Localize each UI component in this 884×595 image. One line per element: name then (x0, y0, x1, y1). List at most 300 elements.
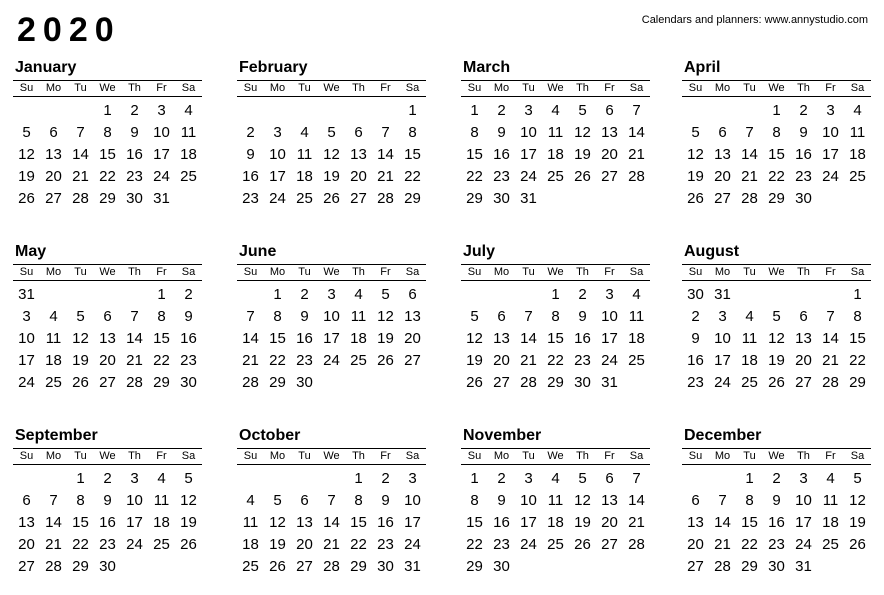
weekday-label: Fr (380, 450, 391, 462)
day-cell: 8 (745, 492, 754, 509)
day-cell: 14 (126, 330, 143, 347)
day-cell: 5 (470, 308, 479, 325)
day-cell: 2 (300, 286, 309, 303)
day-cell: 6 (408, 286, 417, 303)
empty-day-cell (40, 468, 67, 490)
weekday-label: Th (576, 450, 589, 462)
day-cell: 13 (601, 124, 618, 141)
day-cell: 24 (601, 352, 618, 369)
day-cell: 8 (354, 492, 363, 509)
day-grid (237, 284, 426, 394)
day-cell: 10 (520, 492, 537, 509)
day-grid (13, 100, 202, 210)
empty-day-cell (682, 468, 709, 490)
day-cell: 12 (323, 146, 340, 163)
day-cell: 19 (574, 514, 591, 531)
weekday-label: Th (128, 82, 141, 94)
day-cell: 14 (628, 492, 645, 509)
day-cell: 31 (404, 558, 421, 575)
weekday-label: Sa (850, 450, 865, 462)
weekday-label: We (99, 266, 116, 278)
weekday-header (682, 80, 871, 97)
day-cell: 2 (799, 102, 808, 119)
day-cell: 1 (354, 470, 363, 487)
day-cell: 7 (632, 102, 641, 119)
day-cell: 23 (687, 374, 704, 391)
day-grid (461, 468, 650, 578)
day-cell: 21 (741, 168, 758, 185)
weekday-label: Mo (714, 266, 731, 278)
day-cell: 9 (300, 308, 309, 325)
empty-day-cell (569, 188, 596, 210)
day-cell: 4 (354, 286, 363, 303)
day-cell: 3 (327, 286, 336, 303)
day-cell: 1 (772, 102, 781, 119)
month-name: October (239, 427, 301, 444)
day-cell: 22 (99, 168, 116, 185)
day-cell: 19 (18, 168, 35, 185)
weekday-label: Tu (522, 82, 535, 94)
day-cell: 12 (574, 492, 591, 509)
day-cell: 15 (849, 330, 866, 347)
day-cell: 10 (153, 124, 170, 141)
weekday-label: We (323, 82, 340, 94)
day-cell: 4 (184, 102, 193, 119)
day-cell: 27 (18, 558, 35, 575)
day-cell: 10 (126, 492, 143, 509)
day-cell: 1 (745, 470, 754, 487)
day-cell: 28 (323, 558, 340, 575)
day-cell: 7 (246, 308, 255, 325)
month-august (682, 242, 872, 394)
day-cell: 17 (822, 146, 839, 163)
day-cell: 11 (741, 330, 758, 347)
day-cell: 23 (768, 536, 785, 553)
weekday-label: Tu (298, 82, 311, 94)
day-cell: 2 (497, 470, 506, 487)
day-cell: 8 (408, 124, 417, 141)
day-cell: 4 (826, 470, 835, 487)
day-cell: 15 (153, 330, 170, 347)
weekday-header (461, 264, 650, 281)
empty-day-cell (844, 556, 871, 578)
day-cell: 14 (822, 330, 839, 347)
day-cell: 26 (849, 536, 866, 553)
weekday-label: Th (352, 450, 365, 462)
empty-day-cell (623, 372, 650, 394)
weekday-header (237, 448, 426, 465)
day-cell: 6 (49, 124, 58, 141)
day-cell: 6 (718, 124, 727, 141)
day-cell: 16 (242, 168, 259, 185)
day-cell: 3 (605, 286, 614, 303)
day-cell: 22 (466, 536, 483, 553)
empty-day-cell (345, 372, 372, 394)
day-cell: 29 (768, 190, 785, 207)
weekday-label: Sa (181, 266, 196, 278)
day-cell: 18 (242, 536, 259, 553)
empty-day-cell (515, 556, 542, 578)
day-cell: 17 (520, 514, 537, 531)
weekday-label: Sa (629, 266, 644, 278)
weekday-label: Mo (269, 82, 286, 94)
day-cell: 9 (799, 124, 808, 141)
month-name: January (15, 59, 77, 76)
day-cell: 23 (795, 168, 812, 185)
day-cell: 19 (574, 146, 591, 163)
day-cell: 29 (466, 190, 483, 207)
empty-day-cell (121, 284, 148, 306)
day-grid (682, 468, 871, 578)
day-cell: 11 (822, 492, 839, 509)
day-cell: 29 (849, 374, 866, 391)
day-cell: 29 (153, 374, 170, 391)
day-cell: 25 (547, 536, 564, 553)
day-cell: 28 (72, 190, 89, 207)
day-cell: 8 (551, 308, 560, 325)
day-cell: 20 (350, 168, 367, 185)
weekday-label: Tu (298, 450, 311, 462)
day-cell: 29 (99, 190, 116, 207)
weekday-label: Mo (45, 266, 62, 278)
day-cell: 1 (273, 286, 282, 303)
day-cell: 1 (408, 102, 417, 119)
day-cell: 30 (795, 190, 812, 207)
day-cell: 14 (242, 330, 259, 347)
day-cell: 24 (822, 168, 839, 185)
day-cell: 27 (714, 190, 731, 207)
day-cell: 15 (99, 146, 116, 163)
day-cell: 26 (768, 374, 785, 391)
weekday-label: Th (128, 266, 141, 278)
day-cell: 2 (246, 124, 255, 141)
day-cell: 3 (524, 102, 533, 119)
day-cell: 26 (377, 352, 394, 369)
weekday-label: Tu (74, 266, 87, 278)
day-cell: 18 (628, 330, 645, 347)
day-cell: 13 (350, 146, 367, 163)
day-cell: 12 (687, 146, 704, 163)
day-cell: 23 (99, 536, 116, 553)
day-cell: 5 (184, 470, 193, 487)
year-title: 2020 (17, 11, 121, 49)
weekday-label: Tu (74, 450, 87, 462)
empty-day-cell (623, 188, 650, 210)
empty-day-cell (318, 100, 345, 122)
day-cell: 26 (269, 558, 286, 575)
day-grid (682, 284, 871, 394)
weekday-label: Th (797, 266, 810, 278)
weekday-label: Sa (850, 266, 865, 278)
day-cell: 11 (350, 308, 367, 325)
day-cell: 2 (130, 102, 139, 119)
day-cell: 18 (296, 168, 313, 185)
day-cell: 28 (714, 558, 731, 575)
day-cell: 12 (849, 492, 866, 509)
weekday-label: Th (352, 266, 365, 278)
weekday-label: Mo (493, 266, 510, 278)
day-cell: 11 (296, 146, 313, 163)
empty-day-cell (318, 372, 345, 394)
day-cell: 27 (296, 558, 313, 575)
day-cell: 14 (72, 146, 89, 163)
day-cell: 4 (853, 102, 862, 119)
day-cell: 16 (180, 330, 197, 347)
weekday-label: Fr (604, 82, 615, 94)
day-cell: 17 (601, 330, 618, 347)
empty-day-cell (264, 100, 291, 122)
month-name: March (463, 59, 511, 76)
day-cell: 22 (849, 352, 866, 369)
day-cell: 16 (687, 352, 704, 369)
day-cell: 28 (45, 558, 62, 575)
month-september (13, 426, 203, 578)
day-cell: 19 (323, 168, 340, 185)
day-cell: 21 (628, 514, 645, 531)
empty-day-cell (844, 188, 871, 210)
weekday-label: Fr (156, 450, 167, 462)
day-cell: 11 (547, 492, 564, 509)
day-cell: 19 (180, 514, 197, 531)
day-cell: 7 (130, 308, 139, 325)
day-cell: 16 (99, 514, 116, 531)
day-cell: 9 (246, 146, 255, 163)
weekday-label: We (99, 450, 116, 462)
empty-day-cell (148, 556, 175, 578)
day-cell: 22 (547, 352, 564, 369)
day-cell: 22 (466, 168, 483, 185)
day-cell: 23 (377, 536, 394, 553)
day-cell: 23 (126, 168, 143, 185)
day-cell: 13 (99, 330, 116, 347)
weekday-label: Mo (269, 266, 286, 278)
day-cell: 10 (714, 330, 731, 347)
day-cell: 12 (768, 330, 785, 347)
day-cell: 1 (551, 286, 560, 303)
day-cell: 25 (849, 168, 866, 185)
day-cell: 30 (768, 558, 785, 575)
empty-day-cell (13, 100, 40, 122)
day-cell: 14 (714, 514, 731, 531)
weekday-label: Mo (493, 82, 510, 94)
day-cell: 18 (180, 146, 197, 163)
day-cell: 20 (795, 352, 812, 369)
day-cell: 4 (745, 308, 754, 325)
day-cell: 5 (22, 124, 31, 141)
empty-day-cell (623, 556, 650, 578)
day-grid (682, 100, 871, 210)
day-cell: 5 (76, 308, 85, 325)
day-cell: 8 (853, 308, 862, 325)
day-cell: 18 (547, 146, 564, 163)
empty-day-cell (515, 284, 542, 306)
weekday-label: Su (243, 450, 258, 462)
weekday-label: Su (467, 266, 482, 278)
day-cell: 12 (269, 514, 286, 531)
day-cell: 9 (103, 492, 112, 509)
empty-day-cell (569, 556, 596, 578)
day-cell: 10 (822, 124, 839, 141)
day-cell: 7 (826, 308, 835, 325)
weekday-label: Su (243, 82, 258, 94)
day-cell: 25 (547, 168, 564, 185)
day-cell: 26 (72, 374, 89, 391)
weekday-label: We (99, 82, 116, 94)
day-cell: 8 (157, 308, 166, 325)
day-cell: 17 (126, 514, 143, 531)
day-cell: 5 (691, 124, 700, 141)
day-cell: 23 (180, 352, 197, 369)
empty-day-cell (682, 100, 709, 122)
day-cell: 2 (691, 308, 700, 325)
day-cell: 18 (45, 352, 62, 369)
day-cell: 19 (377, 330, 394, 347)
empty-day-cell (817, 188, 844, 210)
day-cell: 6 (799, 308, 808, 325)
day-cell: 26 (466, 374, 483, 391)
weekday-label: Th (797, 450, 810, 462)
day-cell: 22 (768, 168, 785, 185)
day-cell: 6 (605, 470, 614, 487)
day-cell: 31 (18, 286, 35, 303)
month-name: June (239, 243, 277, 260)
day-cell: 20 (601, 514, 618, 531)
weekday-label: Th (797, 82, 810, 94)
credit-text: Calendars and planners: www.annystudio.com (641, 14, 868, 26)
day-cell: 21 (628, 146, 645, 163)
empty-day-cell (596, 188, 623, 210)
day-cell: 2 (578, 286, 587, 303)
weekday-label: We (768, 266, 785, 278)
day-cell: 9 (578, 308, 587, 325)
day-cell: 2 (497, 102, 506, 119)
weekday-label: Fr (825, 82, 836, 94)
day-cell: 13 (714, 146, 731, 163)
day-cell: 10 (323, 308, 340, 325)
day-cell: 4 (49, 308, 58, 325)
day-cell: 7 (49, 492, 58, 509)
day-cell: 22 (404, 168, 421, 185)
weekday-label: Mo (45, 82, 62, 94)
weekday-label: Sa (629, 450, 644, 462)
day-cell: 4 (551, 102, 560, 119)
day-cell: 5 (578, 470, 587, 487)
day-cell: 25 (628, 352, 645, 369)
day-cell: 30 (377, 558, 394, 575)
weekday-label: We (323, 266, 340, 278)
weekday-label: Fr (825, 450, 836, 462)
day-cell: 15 (269, 330, 286, 347)
day-grid (237, 100, 426, 210)
day-cell: 26 (180, 536, 197, 553)
day-cell: 18 (547, 514, 564, 531)
day-cell: 9 (691, 330, 700, 347)
day-cell: 10 (520, 124, 537, 141)
weekday-label: Mo (493, 450, 510, 462)
day-cell: 4 (551, 470, 560, 487)
day-cell: 6 (103, 308, 112, 325)
month-january (13, 58, 203, 210)
day-cell: 17 (269, 168, 286, 185)
weekday-label: Mo (45, 450, 62, 462)
month-name: September (15, 427, 98, 444)
weekday-label: Sa (405, 266, 420, 278)
day-cell: 29 (547, 374, 564, 391)
weekday-label: We (768, 450, 785, 462)
day-cell: 19 (849, 514, 866, 531)
weekday-label: Sa (405, 450, 420, 462)
month-february (237, 58, 427, 210)
day-grid (13, 284, 202, 394)
month-april (682, 58, 872, 210)
empty-day-cell (67, 284, 94, 306)
day-cell: 9 (184, 308, 193, 325)
day-cell: 27 (687, 558, 704, 575)
day-cell: 8 (470, 492, 479, 509)
day-cell: 23 (296, 352, 313, 369)
day-cell: 2 (772, 470, 781, 487)
day-grid (461, 284, 650, 394)
day-cell: 23 (242, 190, 259, 207)
empty-day-cell (736, 284, 763, 306)
day-cell: 24 (520, 536, 537, 553)
month-march (461, 58, 651, 210)
day-cell: 26 (323, 190, 340, 207)
day-cell: 15 (404, 146, 421, 163)
day-cell: 13 (601, 492, 618, 509)
day-cell: 23 (574, 352, 591, 369)
day-cell: 16 (493, 514, 510, 531)
day-cell: 5 (772, 308, 781, 325)
weekday-header (461, 448, 650, 465)
day-cell: 18 (822, 514, 839, 531)
empty-day-cell (709, 100, 736, 122)
day-cell: 22 (153, 352, 170, 369)
empty-day-cell (596, 556, 623, 578)
empty-day-cell (542, 188, 569, 210)
weekday-header (13, 80, 202, 97)
day-cell: 13 (404, 308, 421, 325)
empty-day-cell (817, 284, 844, 306)
day-cell: 27 (45, 190, 62, 207)
day-cell: 1 (103, 102, 112, 119)
day-cell: 12 (466, 330, 483, 347)
day-cell: 13 (687, 514, 704, 531)
day-cell: 25 (153, 536, 170, 553)
day-cell: 29 (269, 374, 286, 391)
day-cell: 15 (741, 514, 758, 531)
weekday-label: Tu (743, 82, 756, 94)
day-cell: 16 (574, 330, 591, 347)
day-cell: 25 (822, 536, 839, 553)
day-cell: 28 (628, 536, 645, 553)
day-cell: 21 (714, 536, 731, 553)
day-cell: 7 (718, 492, 727, 509)
day-cell: 9 (497, 124, 506, 141)
empty-day-cell (709, 468, 736, 490)
day-cell: 14 (45, 514, 62, 531)
day-cell: 2 (103, 470, 112, 487)
day-cell: 5 (578, 102, 587, 119)
day-cell: 26 (687, 190, 704, 207)
day-cell: 11 (242, 514, 259, 531)
month-july (461, 242, 651, 394)
weekday-label: Sa (181, 450, 196, 462)
day-cell: 6 (22, 492, 31, 509)
empty-day-cell (372, 100, 399, 122)
day-cell: 24 (18, 374, 35, 391)
weekday-header (237, 264, 426, 281)
